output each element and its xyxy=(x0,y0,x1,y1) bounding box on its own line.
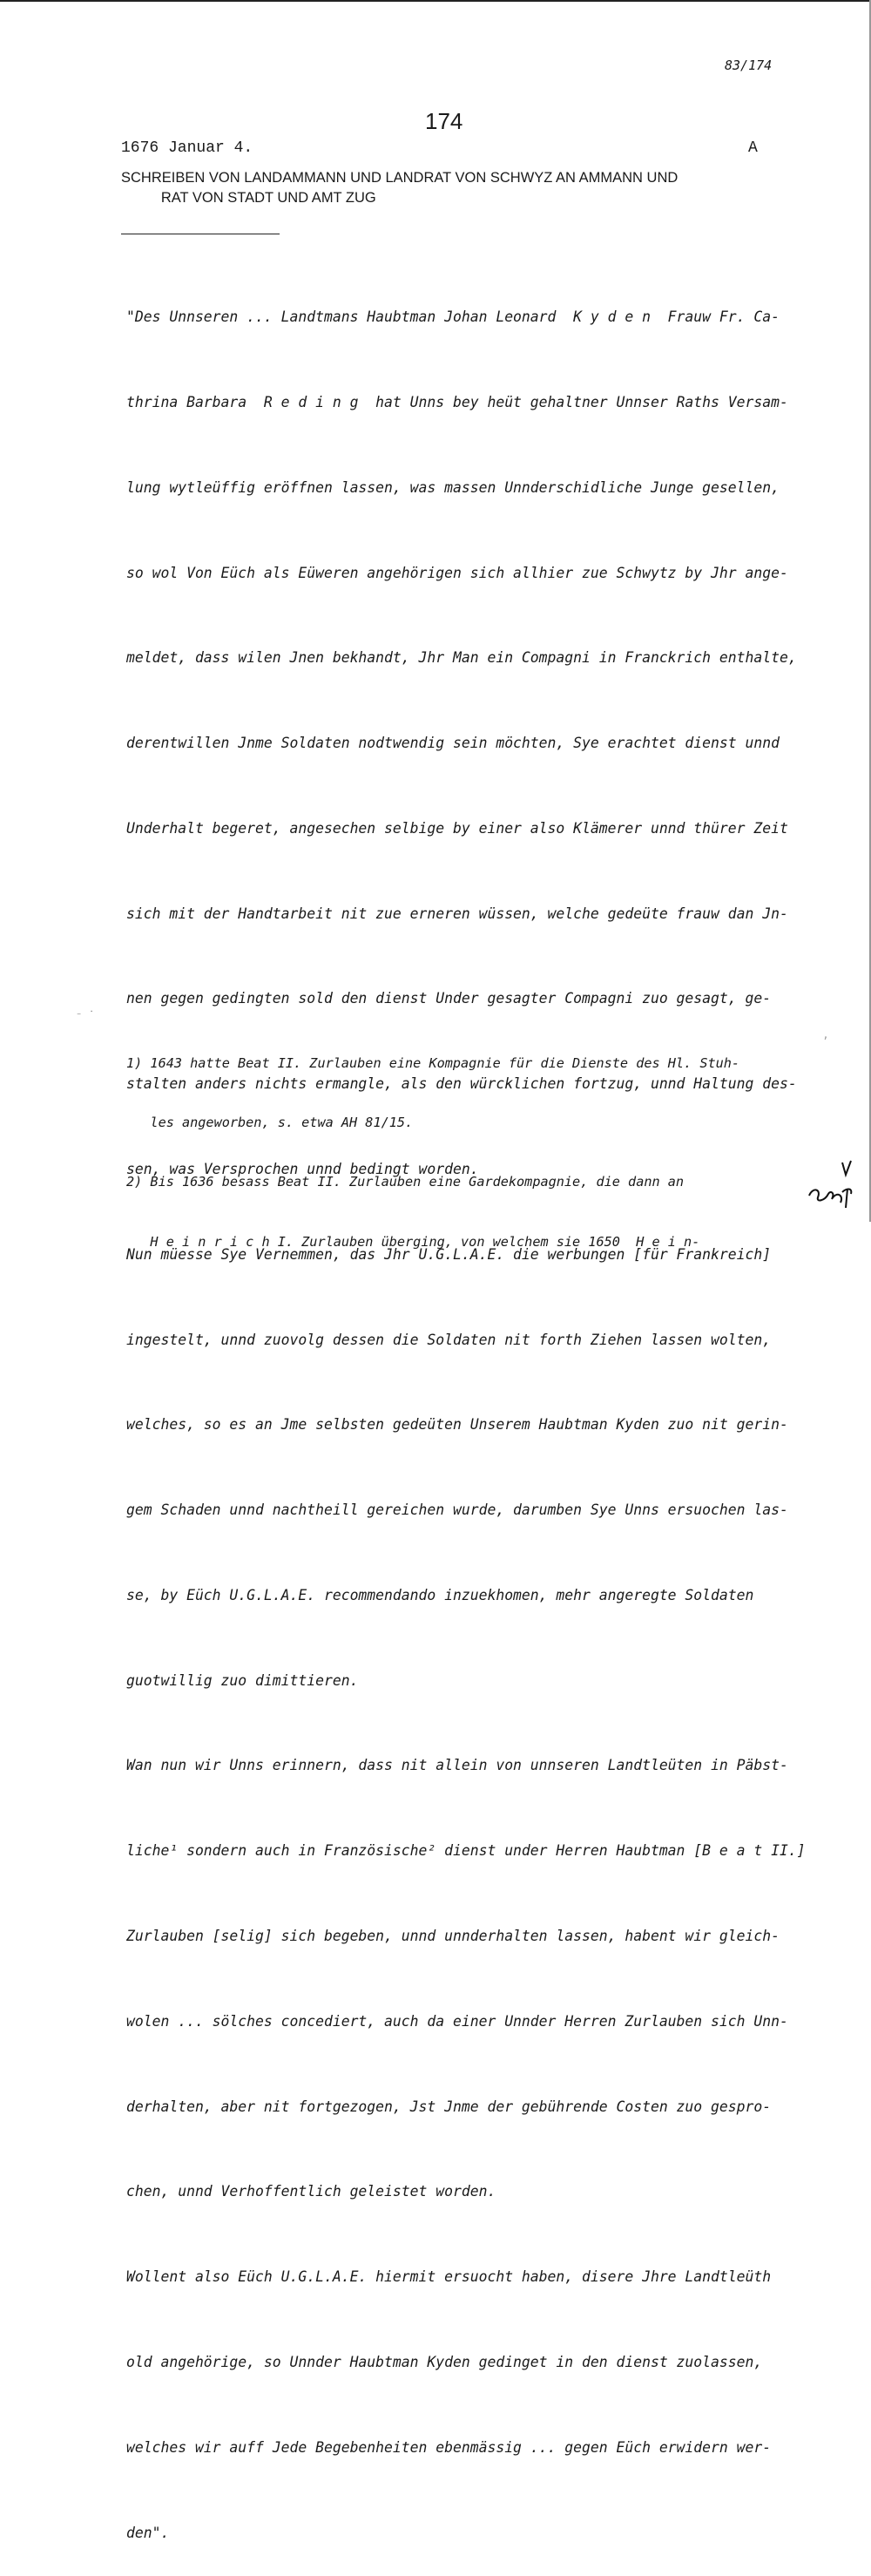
body-line: welches wir auff Jede Begebenheiten ebenmässig ... gegen Eüch erwidern wer- xyxy=(126,2438,772,2456)
body-line: derhalten, aber nit fortgezogen, Jst Jnme der gebührende Costen zuo gespro- xyxy=(126,2098,772,2115)
handwritten-archive-mark xyxy=(806,1157,858,1215)
body-line: gem Schaden unnd nachtheill gereichen wurde, darumben Sye Unns ersuochen las- xyxy=(126,1502,788,1519)
body-line: sen, was Versprochen unnd bedingt worden. xyxy=(126,1161,479,1177)
body-line: old angehörige, so Unnder Haubtman Kyden gedinget in den dienst zuolassen, xyxy=(126,2353,763,2370)
footnote-line: 1) 1643 hatte Beat II. Zurlauben eine Kompagnie für die Dienste des Hl. Stuh- xyxy=(126,1054,740,1071)
body-line: welches, so es an Jme selbsten gedeüten Unserem Haubtman Kyden zuo nit gerin- xyxy=(126,1416,788,1434)
body-line: wolen ... sölches concediert, auch da einer Unnder Herren Zurlauben sich Unn- xyxy=(126,2012,788,2030)
body-line: den". xyxy=(126,2524,170,2541)
footnotes xyxy=(126,1013,823,1271)
document-title: SCHREIBEN VON LANDAMMANN UND LANDRAT VON SCHWYZ AN AMMANN UND RAT VON STADT UND AMT ZUG xyxy=(121,170,679,206)
body-line: derentwillen Jnme Soldaten nodtwendig sein möchten, Sye erachtet dienst unnd xyxy=(126,735,780,752)
body-line: ingestelt, unnd zuovolg dessen die Soldaten nit forth Ziehen lassen wolten, xyxy=(126,1331,772,1348)
body-line: sich mit der Handtarbeit nit zue erneren wüssen, welche gedeüte frauw dan Jn- xyxy=(126,905,788,922)
margin-tick-mark: ʼ xyxy=(822,1035,829,1047)
document-letter: A xyxy=(748,139,758,157)
body-line: thrina Barbara R e d i n g hat Unns bey heüt gehaltner Unnser Raths Versam- xyxy=(126,393,788,410)
document-date: 1676 Januar 4. xyxy=(121,139,253,157)
body-line: stalten anders nichts ermangle, als den würcklichen fortzug, unnd Haltung des- xyxy=(126,1075,797,1093)
body-line: Wollent also Eüch U.G.L.A.E. hiermit ersuocht haben, disere Jhre Landtleüth xyxy=(126,2268,772,2286)
letter-body xyxy=(126,247,806,2576)
handwritten-mark-icon xyxy=(806,1157,858,1210)
body-line: Zurlauben [selig] sich begeben, unnd unnderhalten lassen, habent wir gleich- xyxy=(126,1928,780,1945)
body-line: Nun müesse Sye Vernemmen, das Jhr U.G.L.A.E. die werbungen [für Frankreich] xyxy=(126,1245,772,1263)
body-line: "Des Unnseren ... Landtmans Haubtman Johan Leonard K y d e n Frauw Fr. Ca- xyxy=(126,308,780,326)
body-line: chen, unnd Verhoffentlich geleistet worden. xyxy=(126,2183,496,2200)
body-line: lung wytleüffig eröffnen lassen, was massen Unnderschidliche Junge gesellen, xyxy=(126,478,780,496)
footnote-margin-mark: ⁻ ˙ xyxy=(76,1009,95,1021)
footnote-line: H e i n r i c h I. Zurlauben überging, von welchem sie 1650 H e i n- xyxy=(126,1233,700,1250)
body-line: se, by Eüch U.G.L.A.E. recommendando inzuekhomen, mehr angeregte Soldaten xyxy=(126,1586,754,1603)
body-line: liche¹ sondern auch in Französische² dienst under Herren Haubtman [B e a t II.] xyxy=(126,1842,806,1860)
body-line: guotwillig zuo dimittieren. xyxy=(126,1671,359,1689)
footnote-line: 2) Bis 1636 besass Beat II. Zurlauben eine Gardekompagnie, die dann an xyxy=(126,1174,685,1190)
page-reference: 83/174 xyxy=(725,58,773,73)
body-line: Underhalt begeret, angesechen selbige by einer also Klämerer unnd thürer Zeit xyxy=(126,819,788,837)
body-line: so wol Von Eüch als Eüweren angehörigen sich allhier zue Schwytz by Jhr ange- xyxy=(126,564,788,581)
body-line: meldet, dass wilen Jnen bekhandt, Jhr Man ein Compagni in Franckrich enthalte, xyxy=(126,649,797,667)
body-line: Wan nun wir Unns erinnern, dass nit allein von unnseren Landtleüten in Päbst- xyxy=(126,1757,788,1774)
page-border-top xyxy=(0,0,871,2)
body-line: nen gegen gedingten sold den dienst Under gesagter Compagni zuo gesagt, ge- xyxy=(126,990,772,1007)
footnote-line: les angeworben, s. etwa AH 81/15. xyxy=(126,1114,414,1130)
document-number: 174 xyxy=(425,108,463,134)
